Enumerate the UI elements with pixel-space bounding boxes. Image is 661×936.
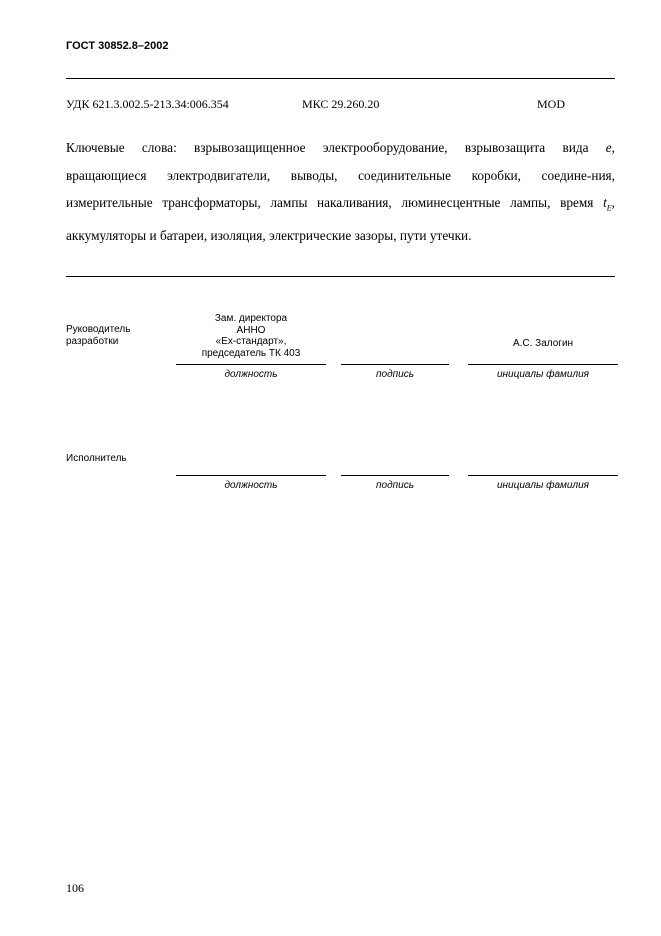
page-number: 106 <box>66 881 84 895</box>
keywords-text-end: , аккумуляторы и батареи, изоляция, электрические зазоры, пути утечки. <box>66 195 615 244</box>
head-position-line <box>176 364 326 365</box>
keywords-t-subscript: E <box>606 203 612 213</box>
keywords-paragraph <box>66 134 615 250</box>
keywords-text-start: Ключевые слова: взрывозащищенное электрооборудование, взрывозащита вида <box>66 140 606 155</box>
udk-code: УДК 621.3.002.5-213.34:006.354 <box>66 97 229 111</box>
head-signature-line <box>341 364 449 365</box>
head-role-line1: Руководитель <box>66 324 131 335</box>
head-position-line3: «Ex-стандарт», <box>215 336 287 347</box>
keywords-text-middle: , вращающиеся электродвигатели, выводы, соединительные коробки, соедине-ния, измерительные трансформаторы, лампы накаливания, люминесцентные лампы, время <box>66 140 615 210</box>
keywords-e-symbol: e <box>605 140 612 155</box>
head-name-line <box>468 364 618 365</box>
head-position-line2: АННО <box>236 324 266 336</box>
head-position-line4: председатель ТК 403 <box>201 347 301 359</box>
executor-role-label: Исполнитель <box>66 453 127 464</box>
mks-code: МКС 29.260.20 <box>302 97 380 111</box>
keywords-divider <box>66 276 615 277</box>
header-divider <box>66 78 615 79</box>
head-name-caption: инициалы фамилия <box>496 369 589 380</box>
head-role-line2: разработки <box>66 336 119 347</box>
head-position-caption: должность <box>224 369 278 380</box>
head-name: А.С. Залогин <box>512 338 574 349</box>
mod-label: MOD <box>537 97 566 111</box>
head-position-line1: Зам. директора <box>214 313 288 324</box>
document-header: ГОСТ 30852.8–2002 <box>66 40 169 52</box>
executor-signature-caption: подпись <box>376 480 414 491</box>
executor-signature-line <box>341 475 449 476</box>
head-signature-caption: подпись <box>376 369 414 380</box>
executor-position-caption: должность <box>224 480 278 491</box>
executor-name-caption: инициалы фамилия <box>496 480 589 491</box>
keywords-t-symbol: t <box>603 195 607 210</box>
executor-name-line <box>468 475 618 476</box>
head-role-label <box>66 324 130 348</box>
head-position <box>176 313 326 359</box>
executor-position-line <box>176 475 326 476</box>
